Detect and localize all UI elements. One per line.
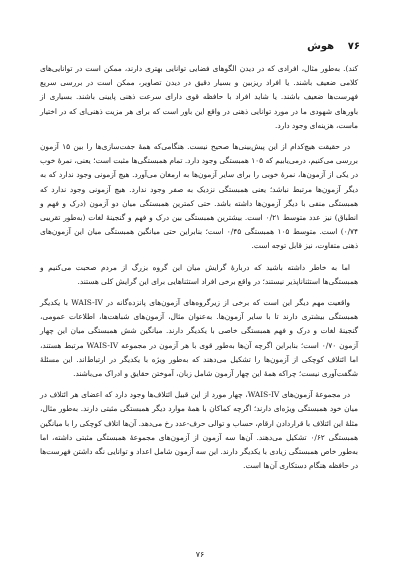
page-body	[40, 62, 358, 480]
page-number: ۷۶	[347, 41, 360, 52]
paragraph: کند). به‌طور مثال، افرادی که در دیدن الگوهای فضایی توانایی بهتری دارند، ممکن است در توانایی‌های کلامی ضعیف باشند. یا افراد ریزبین و بسیار دقیق در دیدن تصاویر، ممکن است در بررسی سریع فهرست‌ها ضعیف باشند. یا شاید افراد با حافظه قوی دارای سرعت ذهنی پایینی باشند. بسیاری از باورهای شهودی ما در مورد توانایی ذهنی در واقع این باور است که برای هر مزیت ذهنی‌ای که در اختیار ماست، هزینه‌ای وجود دارد.	[40, 64, 358, 130]
paragraph: واقعیت مهم دیگر این است که برخی از زیرگروه‌های آزمون‌های پانزده‌گانه در WAIS-IV با یکدیگر همبستگی بیشتری دارند تا با سایر آزمون‌ها. به‌عنوان مثال، آزمون‌های شباهت‌ها، اطلاعات عمومی، گنجینهٔ لغات و درک و فهم همبستگی خاصی با یکدیگر دارند. میانگین شش همبستگی میان این چهار آزمون ۰/۷۰ است؛ بنابراین اگرچه آن‌ها به‌طور قوی با هر آزمون در مجموعه WAIS-IV مرتبط هستند، اما ائتلاف کوچکی از آزمون‌ها را تشکیل می‌دهند که به‌طور ویژه با یکدیگر در ارتباط‌اند. این مسئلهٔ شگفت‌آوری نیست؛ چراکه همهٔ این چهار آزمون شامل زبان، آموختن حقایق و ادراک می‌باشند.	[40, 298, 358, 379]
running-header	[40, 34, 360, 52]
paragraph: در مجموعهٔ آزمون‌های WAIS-IV، چهار مورد از این قبیل ائتلاف‌ها وجود دارد که اعضای هر ائتلاف در میان خود همبستگی ویژه‌ای دارند؛ اگرچه کماکان با همهٔ موارد دیگر همبستگی مثبتی دارند. به‌طور مثال، مثلهٔ این ائتلاف با قراردادن ارقام، حساب و توالی حرف-عدد رخ می‌دهد. آن‌ها اتلاف کوچکی را با میانگین همبستگی ۰/۶۲ تشکیل می‌دهند. آن‌ها سه آزمون از آزمون‌های مجموعهٔ همبستگی مثبتی داشته، اما به‌طور خاص همبستگی زیادی با یکدیگر دارند. این سه آزمون شامل اعداد و توانایی نگه داشتن فهرست‌ها در حافظه هنگام دستکاری آن‌ها است.	[40, 390, 358, 471]
paragraph: اما به خاطر داشته باشید که دربارهٔ گرایش میان این گروه بزرگ از مردم صحبت می‌کنیم و همبستگی‌ها استثناناپذیر نیستند؛ در واقع برخی افراد استثناهایی برای این گرایش کلی هستند.	[40, 262, 358, 286]
paragraph: در حقیقت هیچ‌کدام از این پیش‌بینی‌ها صحیح نیست. هنگامی‌که همهٔ جفت‌سازی‌ها را بین ۱۵ آزمون بررسی می‌کنیم، درمی‌یابیم که ۱۰۵ همبستگی وجود دارد. تمام همبستگی‌ها مثبت است؛ یعنی، نمرهٔ خوب در یکی از آزمون‌ها، نمرهٔ خوبی را برای سایر آزمون‌ها به ارمغان می‌آورد. هیچ آزمونی وجود ندارد که به دیگر آزمون‌ها مرتبط نباشد؛ یعنی همبستگی نزدیک به صفر وجود ندارد. هیچ آزمونی وجود ندارد که همبستگی منفی با دیگر آزمون‌ها داشته باشد. حتی کمترین همبستگی میان دو آزمون (درک و فهم و انطباق) نیز عدد متوسط ۰/۲۱ است. بیشترین همبستگی بین درک و فهم و گنجینهٔ لغات (به‌طور تقریبی ۰/۷۴) است. متوسط ۱۰۵ همبستگی ۰/۴۵ است؛ بنابراین حتی میانگین همبستگی میان این آزمون‌های ذهنی متفاوت، نیز قابل توجه است.	[40, 142, 358, 251]
footer-label: ۷۶	[195, 550, 205, 559]
page-footer	[0, 550, 400, 559]
chapter-title: هوش	[307, 41, 335, 52]
